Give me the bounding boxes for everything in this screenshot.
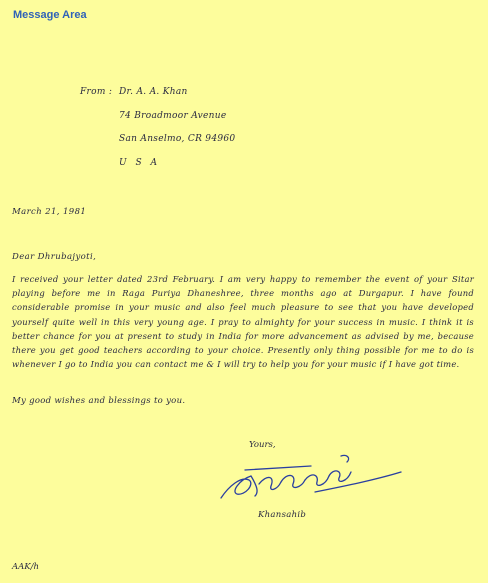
salutation: Dear Dhrubajyoti, bbox=[12, 252, 97, 262]
letter-date: March 21, 1981 bbox=[12, 207, 87, 217]
from-label: From : bbox=[80, 87, 113, 97]
sender-city: San Anselmo, CR 94960 bbox=[119, 134, 236, 144]
closing: Yours, bbox=[249, 440, 276, 450]
good-wishes-line: My good wishes and blessings to you. bbox=[12, 396, 186, 406]
reference-initials: AAK/h bbox=[12, 562, 39, 572]
letter-body: I received your letter dated 23rd February. I am very happy to remember the event of your Sitar playing before me in Raga Puriya Dhaneshree, three months ago at Durgapur. I have found considerable promise in your music and also feel much pleasure to see that you have developed yourself quite well in this very young age. I pray to almighty for your success in music. I think it is better chance for you at present to study in India for more advancement as advised by me, because there you get good teachers according to your choice. Presently only thing possible for me to do is whenever I go to India you can contact me & I will try to help you for your music if I have got time. bbox=[12, 274, 474, 370]
sender-country: U S A bbox=[119, 158, 160, 168]
signer-name: Khansahib bbox=[258, 510, 307, 520]
handwritten-signature bbox=[215, 446, 405, 506]
message-area-title: Message Area bbox=[13, 9, 87, 21]
sender-street: 74 Broadmoor Avenue bbox=[119, 111, 227, 121]
sender-name: Dr. A. A. Khan bbox=[119, 87, 188, 97]
